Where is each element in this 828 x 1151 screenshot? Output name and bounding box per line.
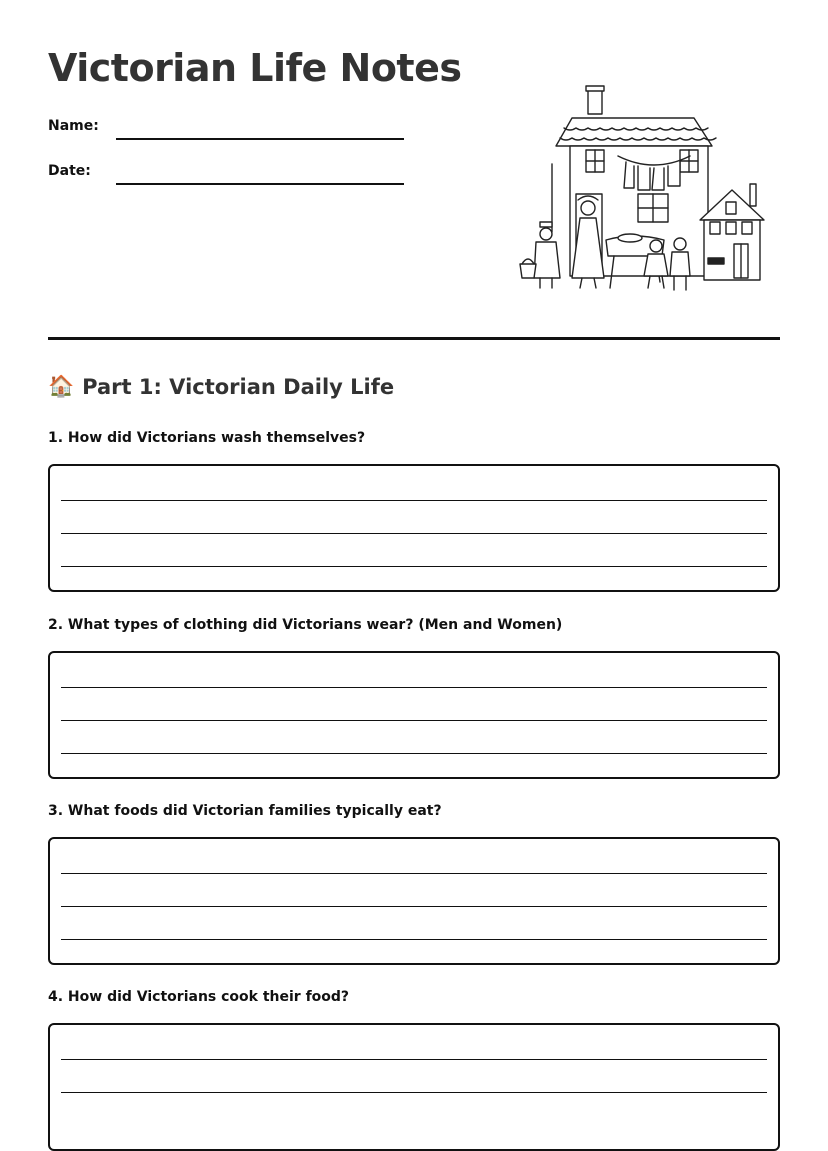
house-emoji-icon: 🏠	[48, 374, 75, 398]
answer-line	[61, 1059, 767, 1060]
answer-box-3[interactable]	[48, 837, 780, 965]
date-field[interactable]	[116, 183, 404, 185]
question-4: 4. How did Victorians cook their food?	[48, 989, 350, 1005]
section-title-text: Part 1: Victorian Daily Life	[82, 374, 395, 399]
section-divider	[48, 337, 780, 340]
name-label: Name:	[48, 118, 99, 134]
answer-line	[61, 1092, 767, 1093]
answer-line	[61, 906, 767, 907]
name-field[interactable]	[116, 138, 404, 140]
answer-line	[61, 500, 767, 501]
question-1: 1. How did Victorians wash themselves?	[48, 430, 366, 446]
question-3: 3. What foods did Victorian families typically eat?	[48, 803, 442, 819]
answer-line	[61, 873, 767, 874]
date-label: Date:	[48, 163, 91, 179]
answer-line	[61, 687, 767, 688]
section-title	[48, 374, 394, 399]
answer-box-2[interactable]	[48, 651, 780, 779]
answer-line	[61, 753, 767, 754]
answer-line	[61, 533, 767, 534]
answer-line	[61, 566, 767, 567]
question-2: 2. What types of clothing did Victorians wear? (Men and Women)	[48, 617, 563, 633]
page-title: Victorian Life Notes	[48, 46, 462, 90]
answer-box-1[interactable]	[48, 464, 780, 592]
answer-line	[61, 720, 767, 721]
answer-line	[61, 939, 767, 940]
answer-box-4[interactable]	[48, 1023, 780, 1151]
victorian-house-scene-icon	[514, 82, 780, 300]
